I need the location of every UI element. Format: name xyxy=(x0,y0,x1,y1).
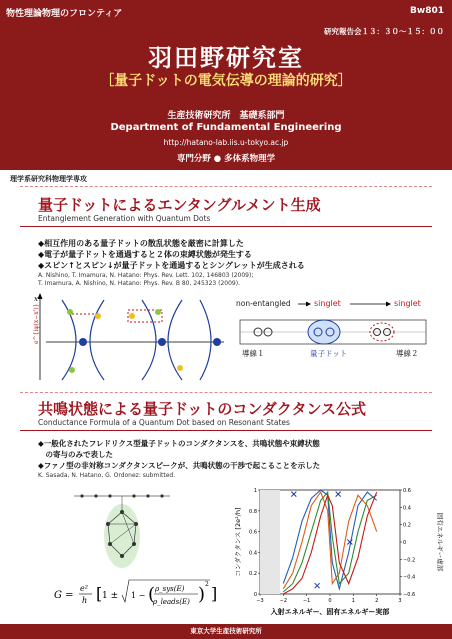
dot-site xyxy=(108,542,112,546)
section1-references xyxy=(38,272,253,288)
divider xyxy=(20,186,432,187)
shaded-band xyxy=(260,490,280,594)
section1-subtitle: Entanglement Generation with Quantum Dots xyxy=(38,214,211,223)
section2-rule xyxy=(20,430,432,431)
x-tick-label: −3 xyxy=(256,598,264,604)
reference: A. Nishino, T. Imamura, N. Hatano: Phys. Rev. Lett. 102, 146803 (2009); xyxy=(38,272,254,279)
series-title: 物性理論物理のフロンティア xyxy=(6,9,123,19)
x-tick-label: 0 xyxy=(328,598,332,604)
rho-sys: ρ_sys(E) xyxy=(155,585,185,593)
conductance-chart xyxy=(232,484,446,618)
axis-arrow xyxy=(38,293,43,299)
formula-den: h xyxy=(82,596,88,605)
exponent: 2 xyxy=(205,581,209,588)
bullet: ◆電子が量子ドットを通過すると２体の束縛状態が発生する xyxy=(38,250,252,259)
section2-references xyxy=(38,472,175,480)
research-field: 専門分野 ● 多体系物理学 xyxy=(176,154,276,164)
reference: K. Sasada, N. Hatano, G. Ordonez: submitted. xyxy=(38,472,176,479)
department-name: Department of Fundamental Engineering xyxy=(110,122,342,133)
x-tick-label: 1 xyxy=(351,598,355,604)
bullet: ◆相互作用のある量子ドットの散乱状態を厳密に計算した xyxy=(38,239,244,248)
conductance-formula xyxy=(52,574,218,614)
x-tick-label: 3 xyxy=(398,598,402,604)
rho-leads: ρ_leads(E) xyxy=(153,598,190,606)
header-banner xyxy=(0,0,452,170)
lab-name: 羽田野研究室 xyxy=(148,43,304,72)
lab-url[interactable]: http://hatano-lab.iis.u-tokyo.ac.jp xyxy=(163,138,289,147)
y2-tick-label: −0.2 xyxy=(403,557,416,564)
section2-subtitle: Conductance Formula of a Quantum Dot based on Resonant States xyxy=(38,418,290,427)
quantum-dot xyxy=(213,338,221,346)
label-non-entangled: non-entangled xyxy=(236,299,291,308)
bracket: [ xyxy=(96,584,103,603)
section1-bullets xyxy=(38,238,305,271)
lead-site xyxy=(94,494,97,497)
y-tick-label: 1 xyxy=(253,488,257,494)
bullet: ◆ファノ型の非対称コンダクタンスピークが、共鳴状態の干渉で起こることを示した xyxy=(38,461,321,470)
formula-one: 1 ± xyxy=(102,591,119,601)
quantum-dot-region xyxy=(308,320,340,344)
electron xyxy=(155,309,161,315)
section1-rule xyxy=(20,226,432,227)
section2-bullets xyxy=(38,438,320,471)
y-axis-label: コンダクタンス [2e²/h] xyxy=(234,507,242,577)
dot-site xyxy=(106,522,110,526)
label-singlet-a: singlet xyxy=(314,299,341,308)
affiliation: 理学系研究科物理学専攻 xyxy=(10,175,87,183)
institute-name: 生産技術研究所 基礎系部門 xyxy=(167,111,285,121)
lead-site xyxy=(160,494,163,497)
worldline xyxy=(200,300,211,380)
reference: T. Imamura, A. Nishino, N. Hatano: Phys. Rev. B 80, 245323 (2009). xyxy=(38,280,240,287)
axis-label-x: x xyxy=(34,295,38,303)
x-ticks xyxy=(253,592,402,604)
electron xyxy=(95,313,101,319)
lead-site xyxy=(80,494,83,497)
label-singlet-b: singlet xyxy=(394,299,421,308)
paren: ) xyxy=(198,584,206,605)
x-tick-label: 2 xyxy=(375,598,379,604)
bullet: ◆一般化されたフレドリクス型量子ドットのコンダクタンスを、共鳴状態や束縛状態 xyxy=(38,439,320,448)
x-tick-label: −1 xyxy=(302,598,311,604)
singlet-diagram xyxy=(232,292,432,384)
y2-tick-label: −0.6 xyxy=(403,592,416,598)
scattering-diagram xyxy=(32,292,228,384)
divider xyxy=(20,392,432,393)
y-tick-label: 0.6 xyxy=(249,529,257,536)
lab-subtitle: ［量子ドットの電気伝導の理論的研究］ xyxy=(100,73,352,89)
quantum-dot xyxy=(79,338,87,346)
dot-site xyxy=(132,542,136,546)
electron xyxy=(129,313,135,319)
y-ticks xyxy=(249,488,260,598)
electron xyxy=(67,309,73,315)
y2-tick-label: 0 xyxy=(403,540,407,546)
section1-title: 量子ドットによるエンタングルメント生成 xyxy=(38,196,321,214)
fredrichs-model-diagram xyxy=(72,490,172,572)
x-axis-label: 入射エネルギー、固有エネルギー実部 xyxy=(270,608,390,616)
y-tick-label: 0.2 xyxy=(249,571,257,578)
poster-code: Bw801 xyxy=(410,6,444,16)
y2-tick-label: 0.4 xyxy=(403,505,411,512)
arrow-head xyxy=(386,302,391,307)
worldline xyxy=(90,300,104,380)
footer: 東京大学生産技術研究所 xyxy=(0,624,452,639)
bullet: の寄与のみで表した xyxy=(38,450,113,459)
paren: ( xyxy=(148,584,156,605)
y2-tick-label: 0.6 xyxy=(403,488,411,494)
worldline xyxy=(142,300,156,380)
formula-lhs: G = xyxy=(54,590,74,601)
bracket: ] xyxy=(211,584,218,603)
lead-site xyxy=(132,494,135,497)
y2-axis-label: 固有エネルギー虚部 xyxy=(436,512,444,572)
arrow-head xyxy=(306,302,311,307)
y-tick-label: 0 xyxy=(253,592,257,598)
dot-site xyxy=(120,510,124,514)
y2-tick-label: 0.2 xyxy=(403,522,411,529)
label-lead2: 導線２ xyxy=(396,349,419,358)
phase-label: e^{iφ(x−x')} xyxy=(33,303,40,344)
y-tick-label: 0.4 xyxy=(249,550,257,557)
session-time: 研究報告会１３：３０〜１５：００ xyxy=(324,27,444,36)
dot-site xyxy=(134,522,138,526)
electron xyxy=(177,365,183,371)
formula-one-minus: 1 − xyxy=(131,591,146,600)
electron xyxy=(69,367,75,373)
dot-site xyxy=(120,554,124,558)
label-lead1: 導線１ xyxy=(242,349,265,358)
bullet: ◆スピン↑とスピン↓が量子ドットを通過するとシングレットが生成される xyxy=(38,261,305,270)
formula-num: e² xyxy=(80,584,88,593)
x-tick-label: −2 xyxy=(279,598,288,604)
y2-tick-label: −0.4 xyxy=(403,574,416,581)
quantum-dot xyxy=(158,338,166,346)
y2-ticks xyxy=(400,488,415,598)
label-dot: 量子ドット xyxy=(310,349,348,358)
lead-site xyxy=(146,494,149,497)
lead-site xyxy=(108,494,111,497)
y-tick-label: 0.8 xyxy=(249,508,257,515)
section2-title: 共鳴状態による量子ドットのコンダクタンス公式 xyxy=(38,400,367,418)
